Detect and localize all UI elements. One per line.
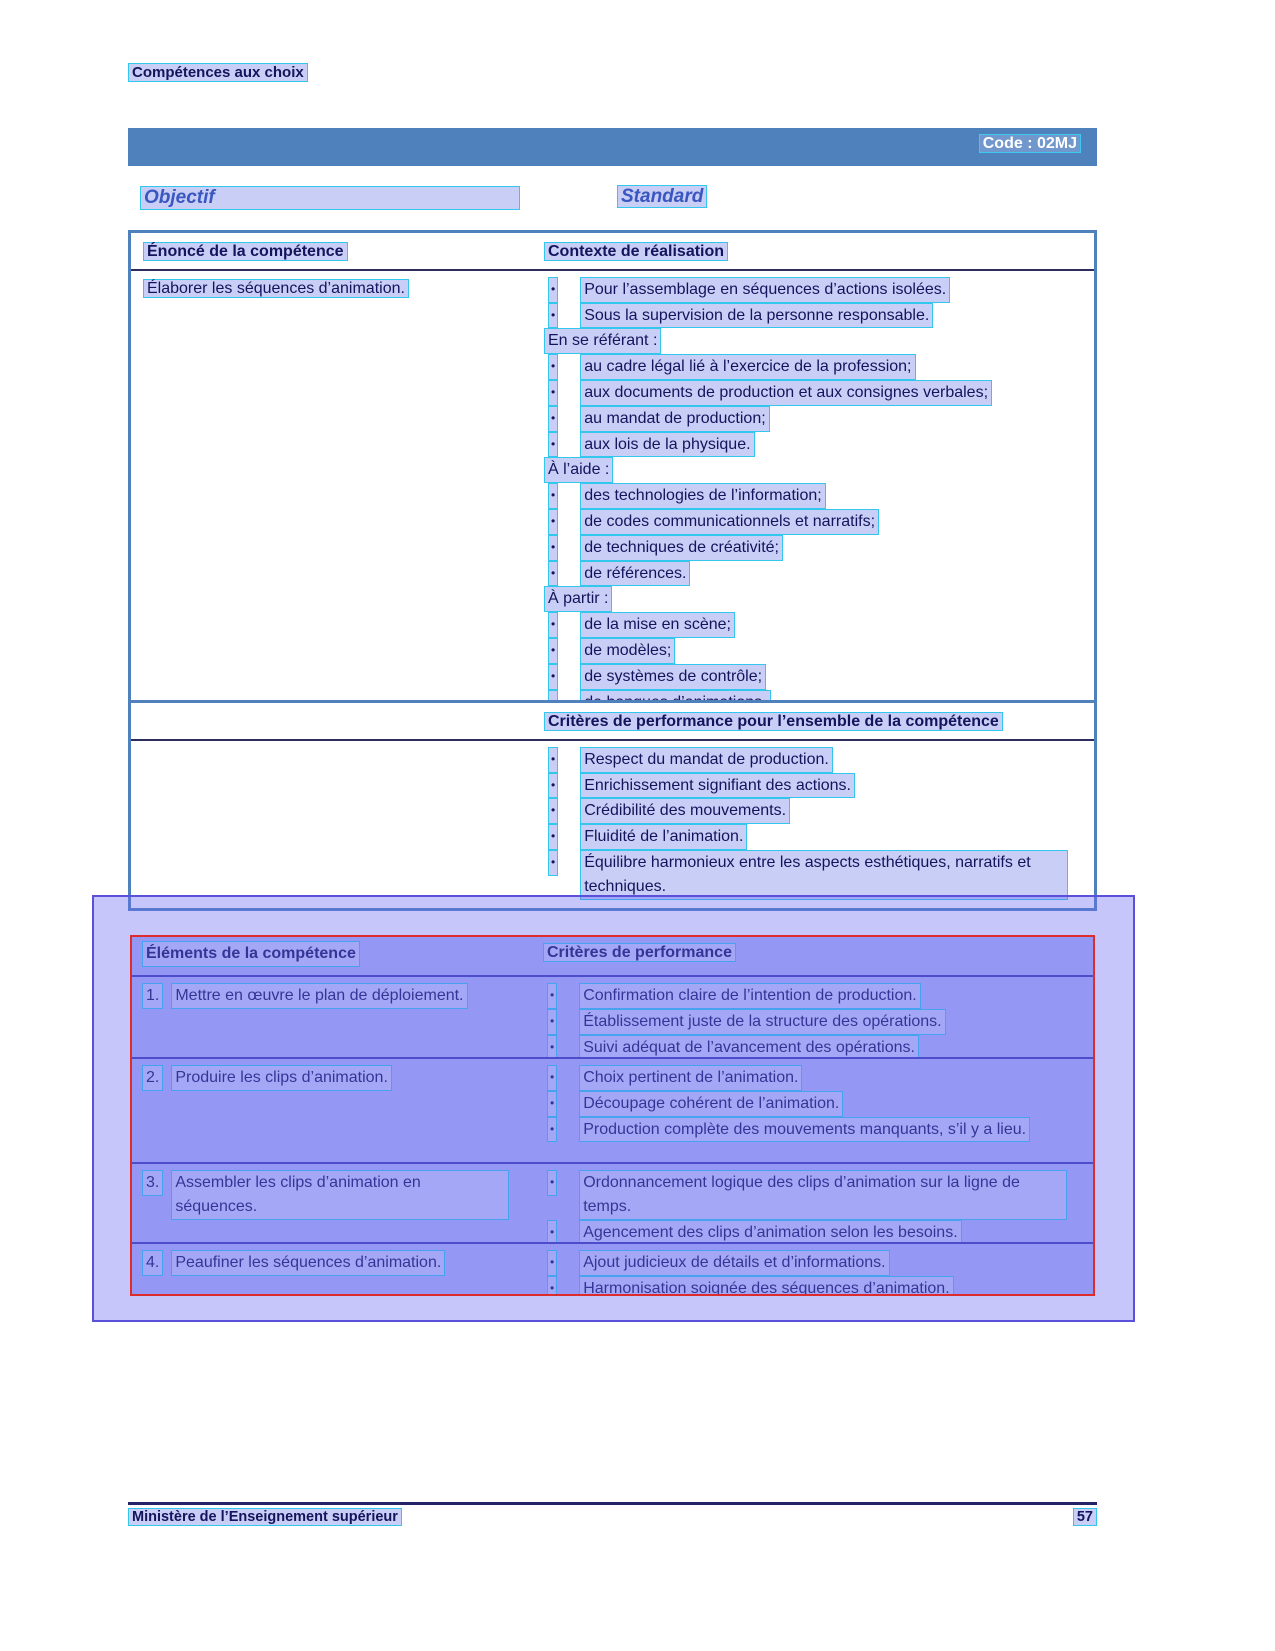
contexte-item <box>544 612 1080 638</box>
enonce-table-header <box>131 233 1094 271</box>
element-text: Assembler les clips d’animation en séquences. <box>171 1170 509 1220</box>
bullet-icon: • <box>548 354 558 380</box>
criteria-item-text: Ordonnancement logique des clips d’animation sur la ligne de temps. <box>579 1170 1067 1220</box>
critere-item-text: Crédibilité des mouvements. <box>580 798 790 824</box>
contexte-item-text: aux documents de production et aux consignes verbales; <box>580 380 992 406</box>
element-number: 3. <box>142 1170 163 1196</box>
contexte-item <box>544 380 1080 406</box>
bullet-icon: • <box>547 1091 557 1117</box>
enonce-header-text: Énoncé de la compétence <box>143 242 348 261</box>
enonce-text: Élaborer les séquences d’animation. <box>143 279 409 298</box>
bullet-icon: • <box>548 303 558 329</box>
element-number: 2. <box>142 1065 163 1091</box>
bullet-icon: • <box>547 1117 557 1143</box>
bullet-icon: • <box>548 638 558 664</box>
enonce-header-cell <box>131 240 536 264</box>
standard-heading-text: Standard <box>617 185 707 208</box>
critere-item <box>544 773 1080 799</box>
criteres-ensemble-table <box>128 700 1097 911</box>
table-row <box>130 1057 1095 1162</box>
bullet-icon: • <box>548 664 558 690</box>
contexte-group-label <box>544 586 1080 612</box>
bullet-icon: • <box>548 483 558 509</box>
bullet-icon: • <box>548 850 558 876</box>
table-row <box>130 1162 1095 1242</box>
element-text: Peaufiner les séquences d’animation. <box>171 1250 445 1276</box>
bullet-icon: • <box>547 1065 557 1091</box>
criteria-cell <box>535 1170 1095 1242</box>
criteria-item <box>543 1250 1081 1276</box>
performance-header-text: Critères de performance <box>543 943 736 962</box>
contexte-item <box>544 509 1080 535</box>
bullet-icon: • <box>548 747 558 773</box>
criteria-item-text: Suivi adéquat de l’avancement des opérations. <box>579 1035 919 1057</box>
performance-header-cell <box>535 941 1095 975</box>
element-cell <box>130 1065 535 1162</box>
criteres-cell <box>536 747 1094 900</box>
bullet-icon: • <box>548 380 558 406</box>
bullet-icon: • <box>547 983 557 1009</box>
footer-ministry-text: Ministère de l’Enseignement supérieur <box>128 1508 402 1526</box>
contexte-item <box>544 638 1080 664</box>
table-row <box>130 1242 1095 1296</box>
contexte-item-text: de la mise en scène; <box>580 612 735 638</box>
bullet-icon: • <box>548 561 558 587</box>
contexte-item-text: aux lois de la physique. <box>580 432 754 458</box>
criteria-item <box>543 1220 1081 1242</box>
criteria-cell <box>535 1065 1095 1162</box>
bullet-icon: • <box>547 1035 557 1057</box>
document-category-text: Compétences aux choix <box>128 63 308 82</box>
contexte-item <box>544 535 1080 561</box>
criteria-item-text: Ajout judicieux de détails et d’informations. <box>579 1250 889 1276</box>
contexte-label-text: À l’aide : <box>544 457 613 483</box>
enonce-cell <box>131 277 536 716</box>
element-cell <box>130 1170 535 1242</box>
contexte-item <box>544 277 1080 303</box>
criteria-item <box>543 1117 1081 1143</box>
critere-item-text: Équilibre harmonieux entre les aspects esthétiques, narratifs et techniques. <box>580 850 1068 900</box>
bullet-icon: • <box>548 406 558 432</box>
code-label: Code : 02MJ <box>979 134 1081 153</box>
critere-item <box>544 850 1080 900</box>
document-category-note <box>128 64 308 81</box>
enonce-contexte-table <box>128 230 1097 726</box>
bullet-icon: • <box>547 1276 557 1296</box>
contexte-item <box>544 483 1080 509</box>
contexte-group-label <box>544 457 1080 483</box>
table-row <box>130 975 1095 1057</box>
contexte-item-text: de codes communicationnels et narratifs; <box>580 509 879 535</box>
contexte-item-text: au cadre légal lié à l’exercice de la profession; <box>580 354 915 380</box>
element-text: Produire les clips d’animation. <box>171 1065 392 1091</box>
critere-item <box>544 747 1080 773</box>
elements-header-cell <box>130 941 535 975</box>
criteria-item <box>543 1170 1081 1220</box>
contexte-item-text: de systèmes de contrôle; <box>580 664 766 690</box>
contexte-label-text: En se référant : <box>544 328 661 354</box>
bullet-icon: • <box>548 798 558 824</box>
criteres-header-cell <box>536 710 1094 734</box>
element-cell <box>130 983 535 1057</box>
bullet-icon: • <box>548 432 558 458</box>
objectif-heading <box>140 186 520 210</box>
criteria-item <box>543 1091 1081 1117</box>
contexte-header-cell <box>536 240 1094 264</box>
criteria-item-text: Production complète des mouvements manquants, s’il y a lieu. <box>579 1117 1030 1143</box>
criteres-empty-cell <box>131 747 536 900</box>
bullet-icon: • <box>547 1009 557 1035</box>
contexte-item-text: de techniques de créativité; <box>580 535 783 561</box>
critere-item-text: Enrichissement signifiant des actions. <box>580 773 855 799</box>
contexte-item <box>544 406 1080 432</box>
element-number: 1. <box>142 983 163 1009</box>
bullet-icon: • <box>548 277 558 303</box>
bullet-icon: • <box>547 1220 557 1242</box>
bullet-icon: • <box>548 535 558 561</box>
bullet-icon: • <box>548 509 558 535</box>
standard-heading <box>617 186 707 208</box>
criteria-item-text: Agencement des clips d’animation selon les besoins. <box>579 1220 961 1242</box>
code-label-wrap <box>979 135 1081 153</box>
element-number: 4. <box>142 1250 163 1276</box>
criteria-item <box>543 1009 1081 1035</box>
criteria-item <box>543 983 1081 1009</box>
critere-item <box>544 798 1080 824</box>
contexte-item <box>544 354 1080 380</box>
criteria-item-text: Choix pertinent de l’animation. <box>579 1065 802 1091</box>
contexte-item-text: de modèles; <box>580 638 675 664</box>
criteres-header-text: Critères de performance pour l’ensemble de la compétence <box>544 712 1003 731</box>
contexte-cell <box>536 277 1094 716</box>
contexte-item-text: des technologies de l’information; <box>580 483 825 509</box>
contexte-item-text: Sous la supervision de la personne responsable. <box>580 303 933 329</box>
title-bar <box>128 128 1097 166</box>
criteria-cell <box>535 983 1095 1057</box>
elements-header-text: Éléments de la compétence <box>142 941 360 967</box>
contexte-header-text: Contexte de réalisation <box>544 242 728 261</box>
criteres-table-body <box>131 741 1094 908</box>
contexte-item-text: Pour l’assemblage en séquences d’actions isolées. <box>580 277 950 303</box>
page-footer <box>128 1502 1097 1526</box>
critere-item <box>544 824 1080 850</box>
footer-page-number: 57 <box>1073 1508 1097 1526</box>
criteria-cell <box>535 1250 1095 1296</box>
contexte-item-text: de références. <box>580 561 690 587</box>
bullet-icon: • <box>548 824 558 850</box>
enonce-table-body <box>131 271 1094 724</box>
bullet-icon: • <box>548 773 558 799</box>
criteria-item-text: Établissement juste de la structure des opérations. <box>579 1009 945 1035</box>
contexte-label-text: À partir : <box>544 586 612 612</box>
criteres-header-empty-cell <box>131 710 536 734</box>
contexte-item <box>544 303 1080 329</box>
criteria-item-text: Découpage cohérent de l’animation. <box>579 1091 843 1117</box>
criteria-item <box>543 1276 1081 1296</box>
criteres-table-header <box>131 703 1094 741</box>
contexte-group-label <box>544 328 1080 354</box>
objectif-heading-text: Objectif <box>140 186 520 210</box>
critere-item-text: Respect du mandat de production. <box>580 747 833 773</box>
elements-competence-table <box>130 935 1095 1296</box>
criteria-item-text: Harmonisation soignée des séquences d’animation. <box>579 1276 953 1296</box>
criteria-item-text: Confirmation claire de l’intention de production. <box>579 983 921 1009</box>
elements-table-header <box>130 935 1095 975</box>
criteria-item <box>543 1065 1081 1091</box>
criteria-item <box>543 1035 1081 1057</box>
element-text: Mettre en œuvre le plan de déploiement. <box>171 983 467 1009</box>
bullet-icon: • <box>547 1250 557 1276</box>
contexte-item <box>544 664 1080 690</box>
element-cell <box>130 1250 535 1296</box>
critere-item-text: Fluidité de l’animation. <box>580 824 747 850</box>
bullet-icon: • <box>548 612 558 638</box>
contexte-item <box>544 432 1080 458</box>
contexte-item-text: au mandat de production; <box>580 406 769 432</box>
bullet-icon: • <box>547 1170 557 1196</box>
contexte-item <box>544 561 1080 587</box>
